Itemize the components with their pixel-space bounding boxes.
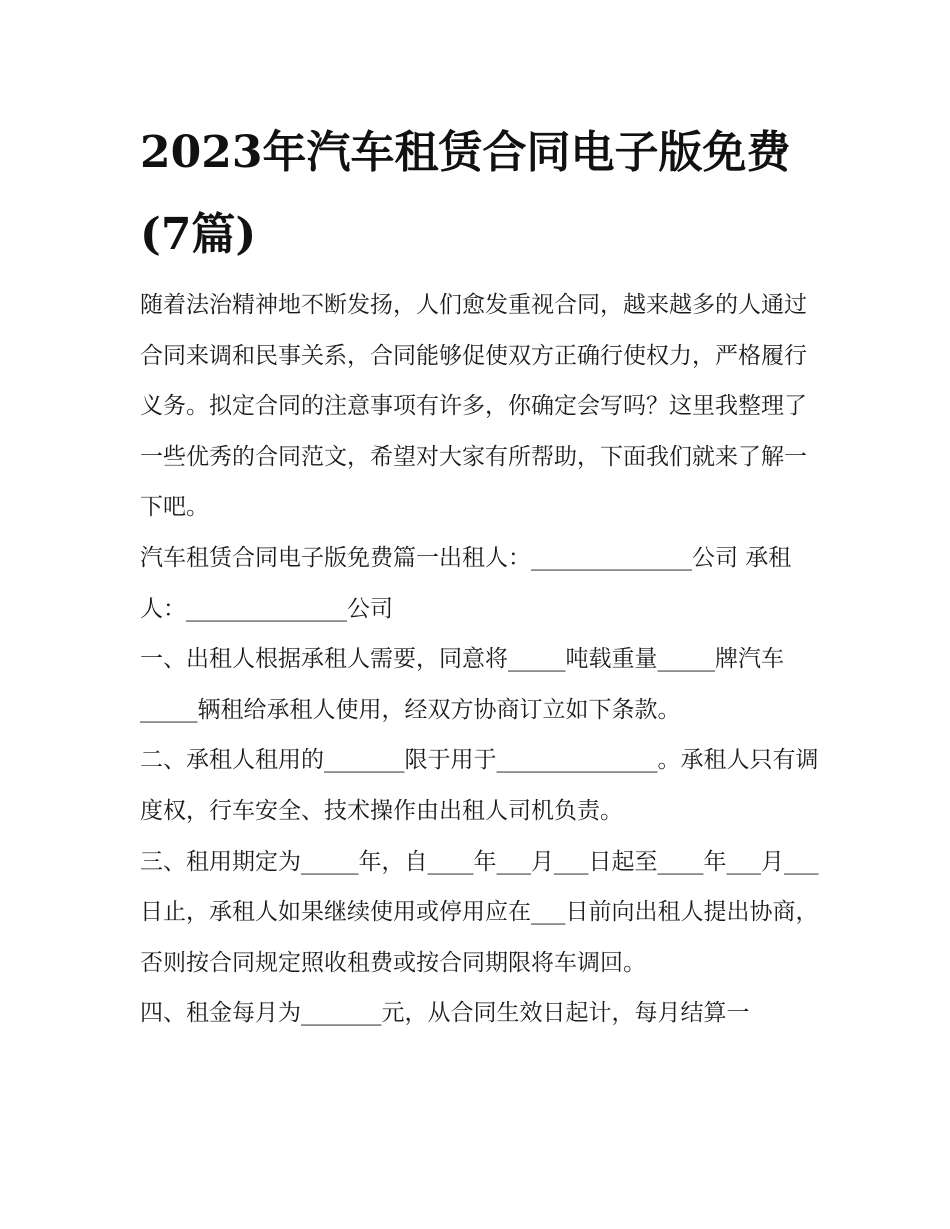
paragraph-clause-2: 二、承租人租用的_______限于用于______________。承租人只有调度权，行车安全、技术操作由出租人司机负责。 <box>140 747 819 824</box>
document-body <box>140 280 820 1039</box>
paragraph-clause-3: 三、租用期定为_____年，自____年___月___日起至____年___月___日止，承租人如果继续使用或停用应在___日前向出租人提出协商，否则按合同规定照收租费或按合同期限将车调回。 <box>140 848 819 976</box>
paragraph-clause-1: 一、出租人根据承租人需要，同意将_____吨载重量_____牌汽车_____辆租给承租人使用，经双方协商订立如下条款。 <box>140 646 784 723</box>
document-title: 2023年汽车租赁合同电子版免费(7篇) <box>140 127 791 260</box>
paragraph-parties: 汽车租赁合同电子版免费篇一出租人：______________公司 承租人：______________公司 <box>140 544 792 622</box>
paragraph-intro: 随着法治精神地不断发扬，人们愈发重视合同，越来越多的人通过合同来调和民事关系，合同能够促使双方正确行使权力，严格履行义务。拟定合同的注意事项有许多，你确定会写吗？这里我整理了一些优秀的合同范文，希望对大家有所帮助，下面我们就来了解一下吧。 <box>140 292 807 521</box>
paragraph-clause-4: 四、租金每月为_______元，从合同生效日起计，每月结算一 <box>140 1000 750 1027</box>
